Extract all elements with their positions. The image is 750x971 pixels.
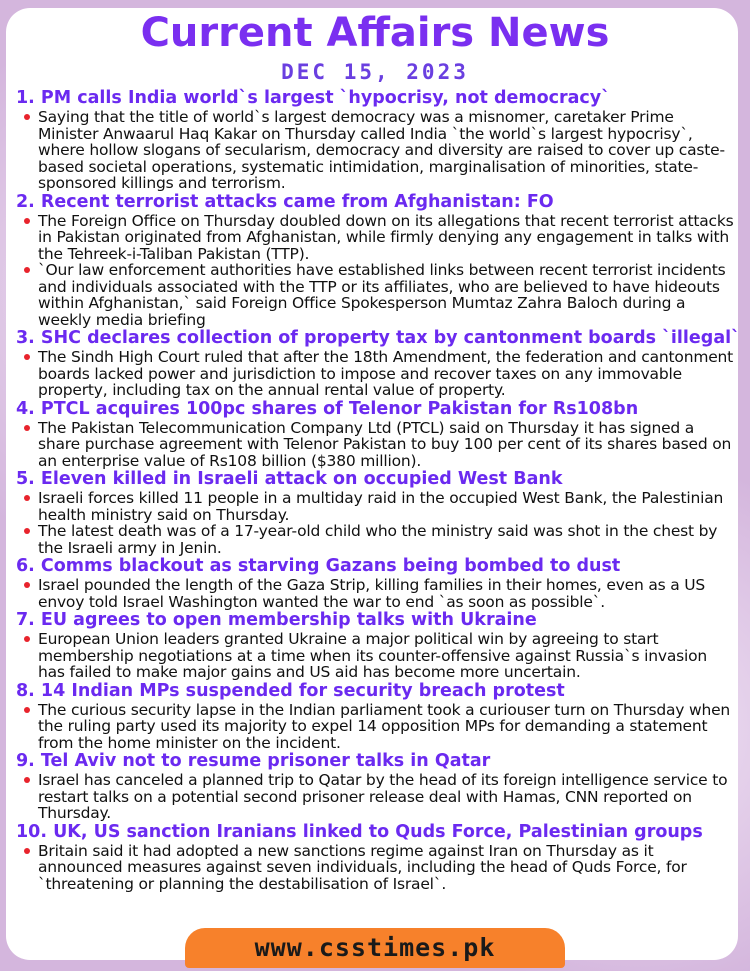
news-points [16,631,738,681]
news-point: The curious security lapse in the Indian parliament took a curiouser turn on Thursday when the ruling party used its majority to expel 14 opposition MPs for demanding a statement from the home minister on the incident. [38,702,738,752]
news-point: The Foreign Office on Thursday doubled down on its allegations that recent terrorist attacks in Pakistan originated from Afghanistan, while firmly denying any engagement in talks with the Tehreek-i-Taliban Pakistan (TTP). [38,213,738,263]
news-points [16,577,738,610]
news-item [16,192,738,329]
news-headline: 4. PTCL acquires 100pc shares of Telenor Pakistan for Rs108bn [16,398,639,419]
news-headline: 2. Recent terrorist attacks came from Afghanistan: FO [16,191,554,212]
news-point: The Pakistan Telecommunication Company Ltd (PTCL) said on Thursday it has signed a share purchase agreement with Telenor Pakistan to buy 100 per cent of its shares based on an enterprise value of Rs108 billion ($380 million). [38,420,738,470]
news-point: Britain said it had adopted a new sanctions regime against Iran on Thursday as it announced measures against seven individuals, including the head of Quds Force, for `threatening or planning the destabilisation of Israel`. [38,843,738,893]
news-list [16,88,738,892]
news-item [16,88,738,192]
news-item [16,399,738,470]
news-item [16,556,738,610]
news-point: `Our law enforcement authorities have established links between recent terrorist incidents and individuals associated with the TTP or its affiliates, who are believed to have hideouts within Afghanistan,` said Foreign Office Spokesperson Mumtaz Zahra Baloch during a weekly media briefing [38,262,738,328]
news-points [16,772,738,822]
news-point: The latest death was of a 17-year-old child who the ministry said was shot in the chest by the Israeli army in Jenin. [38,523,738,556]
news-points [16,213,738,329]
news-points [16,349,738,399]
news-point: Israel has canceled a planned trip to Qatar by the head of its foreign intelligence service to restart talks on a potential second prisoner release deal with Hamas, CNN reported on Thursday. [38,772,738,822]
news-points [16,490,738,556]
news-headline: 5. Eleven killed in Israeli attack on occupied West Bank [16,469,563,489]
news-headline: 1. PM calls India world`s largest `hypocrisy, not democracy` [16,88,610,108]
news-headline: 3. SHC declares collection of property tax by cantonment boards `illegal` [16,328,740,348]
news-point: European Union leaders granted Ukraine a major political win by agreeing to start membership negotiations at a time when its counter-offensive against Russia`s invasion has failed to make major gains and US aid has become more uncertain. [38,631,738,681]
news-headline: 7. EU agrees to open membership talks with Ukraine [16,610,537,630]
news-headline: 9. Tel Aviv not to resume prisoner talks in Qatar [16,751,491,771]
news-points [16,420,738,470]
news-headline: 10. UK, US sanction Iranians linked to Quds Force, Palestinian groups [16,821,703,842]
page-title: Current Affairs News [140,10,610,56]
news-point: The Sindh High Court ruled that after the 18th Amendment, the federation and cantonment boards lacked power and jurisdiction to impose and recover taxes on any immovable property, including tax on the annual rental value of property. [38,349,738,399]
news-item [16,681,738,752]
news-points [16,109,738,192]
news-point: Israeli forces killed 11 people in a multiday raid in the occupied West Bank, the Palestinian health ministry said on Thursday. [38,490,738,523]
news-points [16,702,738,752]
news-headline: 6. Comms blackout as starving Gazans being bombed to dust [16,556,621,576]
page-date: DEC 15, 2023 [281,60,469,84]
news-point: Israel pounded the length of the Gaza Strip, killing families in their homes, even as a US envoy told Israel Washington wanted the war to end `as soon as possible`. [38,577,738,610]
news-item [16,610,738,681]
news-point: Saying that the title of world`s largest democracy was a misnomer, caretaker Prime Minister Anwaarul Haq Kakar on Thursday called India `the world`s largest hypocrisy`, where hollow slogans of secularism, democracy and diversity are raised to cover up caste-based societal operations, systematic intimidation, marginalisation of minorities, state-sponsored killings and terrorism. [38,109,738,192]
news-item [16,469,738,556]
news-item [16,328,738,399]
website-link[interactable]: www.csstimes.pk [185,928,565,968]
news-item [16,822,738,893]
news-headline: 8. 14 Indian MPs suspended for security breach protest [16,680,565,701]
news-item [16,751,738,822]
news-points [16,843,738,893]
